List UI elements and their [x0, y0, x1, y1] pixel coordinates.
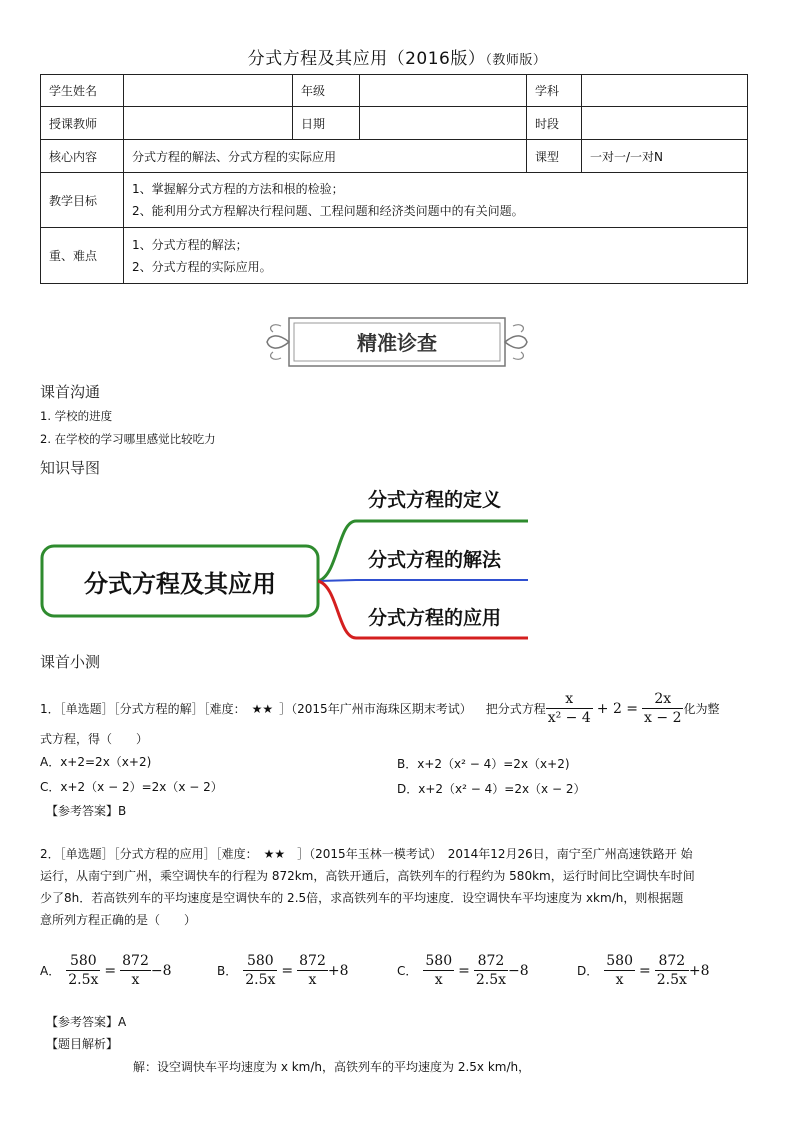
option-tail: +8 [688, 962, 710, 979]
value-teacher [124, 107, 293, 140]
key-point-line: 1、分式方程的解法； [132, 237, 248, 252]
mindmap-center-label: 分式方程及其应用 [84, 570, 276, 598]
q2-answer: 【参考答案】A [46, 1015, 127, 1029]
fraction-numerator: x [546, 690, 593, 709]
mindmap-branch-line-solution [318, 580, 528, 581]
q1-stem-line2: 式方程，得（ ） [40, 732, 149, 746]
q1-tail: 化为整 [683, 701, 720, 716]
goal-line: 2、能利用分式方程解决行程问题、工程问题和经济类问题中的有关问题。 [132, 204, 524, 218]
q2-option-b [217, 952, 349, 989]
equals-sign: = [281, 962, 294, 979]
option-tail: +8 [327, 962, 349, 979]
fraction-numerator: 872 [474, 952, 508, 971]
value-lesson-type: 一对一/一对N [582, 140, 748, 173]
q1-source: ］（2015年广州市海珠区期末考试） [279, 701, 472, 716]
q2-option-d [577, 952, 710, 989]
option-fraction-left [604, 952, 635, 989]
table-row [41, 140, 748, 173]
q1-option-a: A．x+2=2x（x+2) [40, 755, 152, 769]
option-fraction-right [120, 952, 151, 989]
label-teacher: 授课教师 [41, 107, 124, 140]
option-letter: A． [40, 964, 61, 978]
q2-option-c [397, 952, 529, 989]
heading-knowledge-map: 知识导图 [40, 459, 101, 477]
label-subject: 学科 [527, 75, 582, 107]
fraction-numerator: 872 [299, 953, 326, 969]
equals-sign: = [638, 962, 651, 979]
fraction-numerator: 872 [122, 953, 149, 969]
q1-plus-two: + 2 = [596, 700, 639, 717]
banner-left-ornament [267, 336, 289, 348]
fraction-denominator: x [308, 972, 317, 988]
fraction-numerator: 2x [642, 690, 683, 709]
label-core-content: 核心内容 [41, 140, 124, 173]
fraction-denominator: x [131, 972, 140, 988]
option-letter: B． [217, 964, 238, 978]
mindmap-branch-application: 分式方程的应用 [368, 607, 502, 629]
lesson-info-table [40, 74, 748, 284]
label-lesson-type: 课型 [527, 140, 582, 173]
q1-option-d: D．x+2（x² − 4）=2x（x − 2） [397, 782, 586, 796]
q1-prefix: 1．［单选题］［分式方程的解］［难度： [40, 701, 246, 716]
knowledge-mind-map [38, 476, 538, 648]
fraction-denominator: 2.5x [245, 972, 276, 988]
equals-sign: = [458, 962, 470, 979]
table-row [41, 107, 748, 140]
value-teaching-goals [124, 173, 748, 228]
table-row [41, 75, 748, 107]
equals-sign: = [104, 962, 117, 979]
fraction-numerator: 580 [243, 952, 277, 971]
value-core-content: 分式方程的解法、分式方程的实际应用 [124, 140, 527, 173]
label-student-name: 学生姓名 [41, 75, 124, 107]
mindmap-branch-solution: 分式方程的解法 [368, 549, 502, 571]
banner-right-ornament [505, 336, 527, 348]
q2-analysis-text: 解：设空调快车平均速度为 x km/h，高铁列车的平均速度为 2.5x km/h， [133, 1060, 531, 1074]
option-letter: C． [397, 964, 418, 978]
option-tail: −8 [508, 962, 529, 979]
q2-stem-line1: 2．［单选题］［分式方程的应用］［难度： ★★ ］（2015年玉林一模考试） 2014年12月26日，南宁至广州高速铁路开 始 [40, 847, 693, 861]
mindmap-branch-definition: 分式方程的定义 [368, 489, 502, 511]
fraction-denominator: 2.5x [475, 972, 507, 988]
q1-option-c: C．x+2（x − 2）=2x（x − 2） [40, 780, 223, 794]
option-fraction-left [66, 952, 100, 989]
value-grade [360, 75, 527, 107]
title-main: 分式方程及其应用（2016版） [247, 49, 486, 69]
value-period [582, 107, 748, 140]
fraction-numerator: 580 [425, 953, 453, 969]
q1-answer: 【参考答案】B [46, 804, 127, 818]
option-fraction-right [655, 952, 689, 989]
value-student-name [124, 75, 293, 107]
section-banner [263, 312, 531, 372]
table-row [41, 173, 748, 228]
label-grade: 年级 [293, 75, 360, 107]
q2-analysis-label: 【题目解析】 [46, 1037, 119, 1051]
banner-text: 精准诊查 [357, 331, 437, 355]
banner-right-scroll [513, 325, 523, 360]
fraction-denominator: 2.5x [656, 972, 687, 988]
value-subject [582, 75, 748, 107]
fraction-denominator: x² − 4 [547, 710, 591, 726]
label-date: 日期 [293, 107, 360, 140]
option-fraction-right [297, 952, 328, 989]
value-date [360, 107, 527, 140]
option-fraction-left [243, 952, 277, 989]
fraction-denominator: x − 2 [644, 710, 682, 726]
fraction-denominator: x [434, 972, 443, 988]
fraction-denominator: 2.5x [68, 972, 99, 988]
fraction-denominator: x [615, 972, 624, 988]
fraction-numerator: 580 [66, 952, 100, 971]
option-fraction-left [423, 952, 454, 989]
q1-fraction-left [546, 690, 593, 727]
heading-pre-class-quiz: 课首小测 [40, 653, 101, 671]
list-item: 1. 学校的进度 [40, 409, 113, 423]
option-tail: −8 [150, 962, 172, 979]
page-title [0, 44, 794, 69]
q2-option-a [40, 952, 172, 989]
question-1-stem [40, 690, 755, 727]
label-period: 时段 [527, 107, 582, 140]
option-letter: D． [577, 964, 599, 978]
value-key-points [124, 228, 748, 284]
q2-stem-line3: 少了8h．若高铁列车的平均速度是空调快车的 2.5倍，求高铁列车的平均速度．设空调快车平均速度为 xkm/h，则根据题 [40, 891, 684, 905]
q2-stem-line2: 运行，从南宁到广州，乘空调快车的行程为 872km，高铁开通后，高铁列车的行程约为 580km，运行时间比空调快车时间 [40, 869, 695, 883]
label-key-points: 重、难点 [41, 228, 124, 284]
title-edition: （教师版） [485, 53, 547, 68]
q1-difficulty-stars: ★★ [251, 701, 274, 716]
fraction-numerator: 580 [606, 953, 633, 969]
q1-fraction-right [642, 690, 683, 727]
option-fraction-right [474, 952, 508, 989]
banner-left-scroll [271, 325, 281, 360]
table-row [41, 228, 748, 284]
q2-stem-line4: 意所列方程正确的是（ ） [40, 913, 197, 927]
fraction-numerator: 872 [655, 952, 689, 971]
label-teaching-goals: 教学目标 [41, 173, 124, 228]
q1-lead: 把分式方程 [485, 701, 546, 716]
q1-option-b: B．x+2（x² − 4）=2x（x+2) [397, 757, 570, 771]
heading-pre-class-communication: 课首沟通 [40, 383, 101, 401]
goal-line: 1、掌握解分式方程的方法和根的检验； [132, 182, 344, 196]
list-item: 2. 在学校的学习哪里感觉比较吃力 [40, 432, 216, 446]
key-point-line: 2、分式方程的实际应用。 [132, 259, 272, 274]
